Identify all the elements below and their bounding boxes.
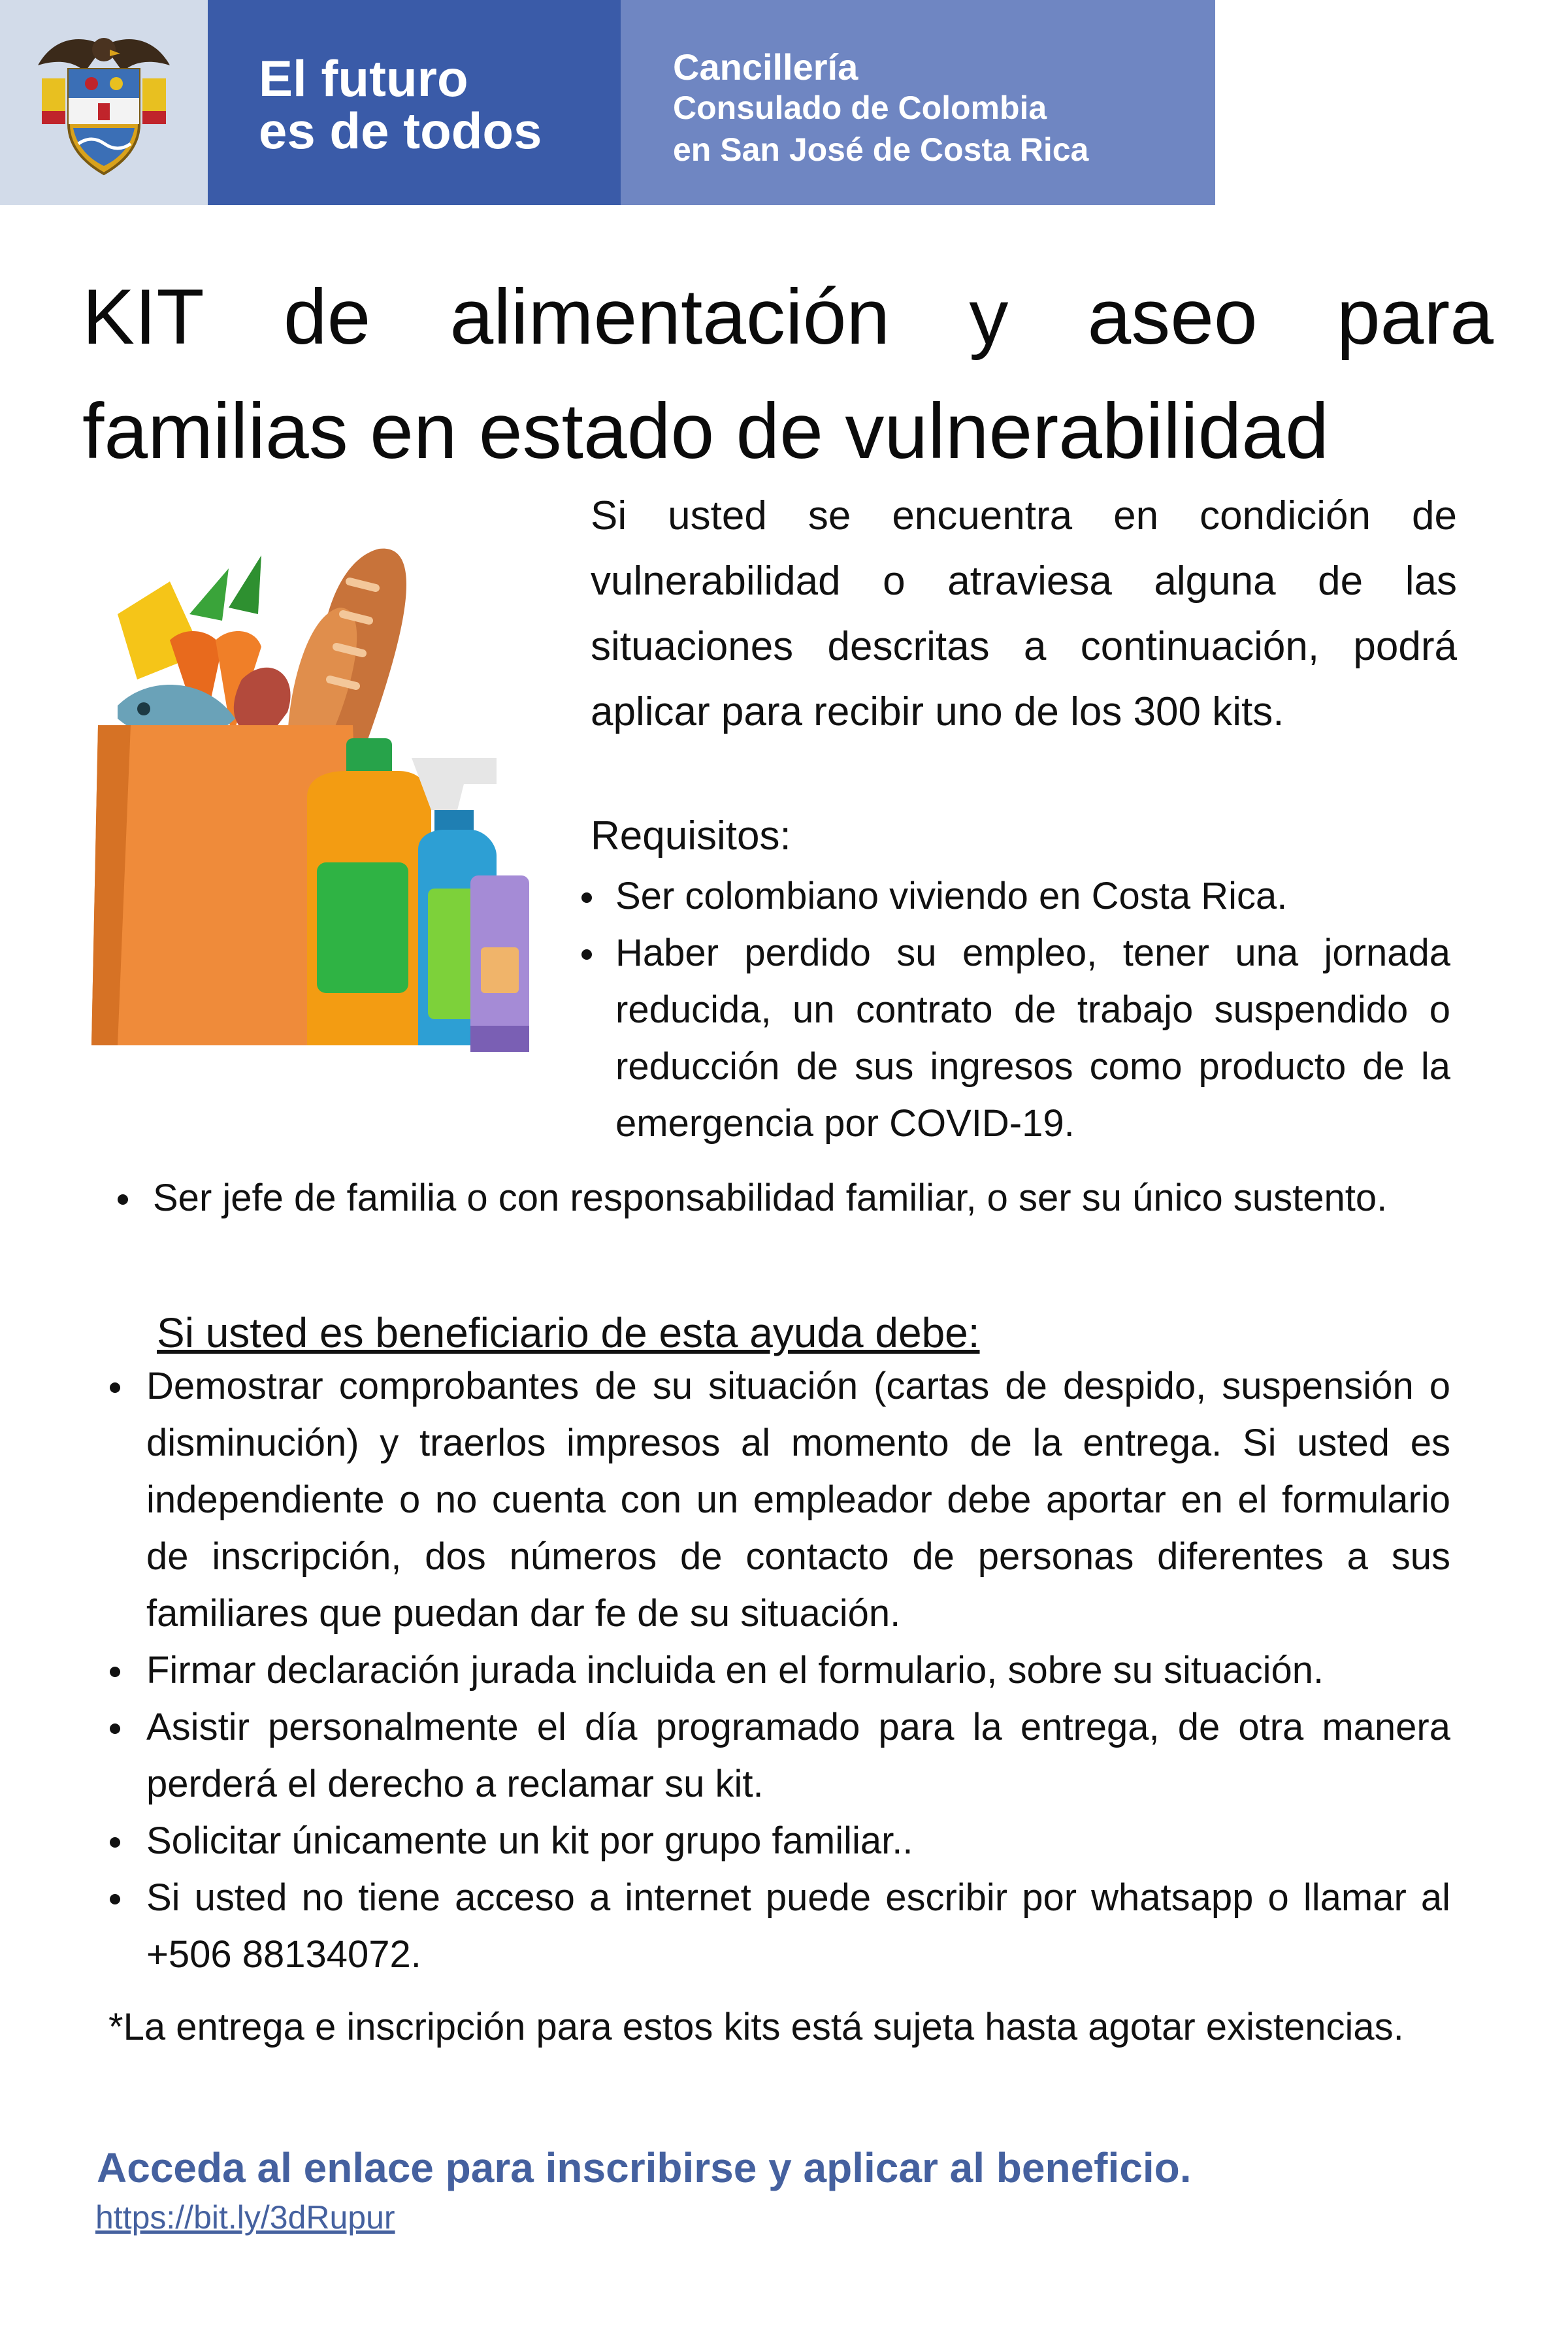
entity-line-2: en San José de Costa Rica bbox=[673, 131, 1089, 168]
slogan-line-2: es de todos bbox=[259, 102, 542, 159]
title-word: KIT bbox=[82, 273, 204, 361]
header-banner bbox=[0, 0, 1215, 205]
entity-line-1: Consulado de Colombia bbox=[673, 90, 1047, 126]
list-item: Si usted no tiene acceso a internet puede escribir por whatsapp o llamar al +506 88134072. bbox=[110, 1869, 1450, 1983]
slogan-line-1: El futuro bbox=[259, 50, 468, 107]
entity-panel bbox=[621, 0, 1215, 205]
cream-tube-icon bbox=[470, 875, 529, 1052]
slogan-panel bbox=[208, 0, 621, 205]
title-word: y bbox=[969, 273, 1009, 361]
list-item: Demostrar comprobantes de su situación (cartas de despido, suspensión o disminución) y traerlos impresos al momento de la entrega. Si usted es independiente o no cuenta con un empleador debe aportar en el formulario de inscripción, dos números de contacto de personas diferentes a sus familiares que puedan dar fe de su situación. bbox=[110, 1358, 1450, 1642]
title-word: de bbox=[283, 273, 371, 361]
slogan-text bbox=[259, 52, 542, 157]
list-item: Firmar declaración jurada incluida en el formulario, sobre su situación. bbox=[110, 1642, 1450, 1699]
page-title bbox=[82, 260, 1494, 489]
requirements-list-continued bbox=[118, 1169, 1450, 1226]
availability-note: *La entrega e inscripción para estos kits está sujeta hasta agotar existencias. bbox=[108, 2006, 1404, 2048]
beneficiary-heading: Si usted es beneficiario de esta ayuda debe: bbox=[157, 1309, 980, 1356]
beneficiary-list bbox=[110, 1358, 1450, 1983]
title-word: alimentación bbox=[449, 273, 890, 361]
call-to-action: Acceda al enlace para inscribirse y aplicar al beneficio. bbox=[97, 2144, 1192, 2191]
entity-title: Cancillería bbox=[673, 46, 858, 88]
requirements-heading-label: Requisitos bbox=[591, 813, 780, 858]
list-item: Ser jefe de familia o con responsabilidad familiar, o ser su único sustento. bbox=[118, 1169, 1450, 1226]
list-item: Haber perdido su empleo, tener una jornada reducida, un contrato de trabajo suspendido o reducción de sus ingresos como producto de la emergencia por COVID-19. bbox=[581, 924, 1450, 1152]
detergent-bottle-icon bbox=[307, 738, 431, 1045]
coat-of-arms-icon bbox=[33, 26, 175, 180]
registration-link[interactable]: https://bit.ly/3dRupur bbox=[95, 2199, 395, 2236]
crest-panel bbox=[0, 0, 208, 205]
title-word: para bbox=[1336, 273, 1494, 361]
list-item: Asistir personalmente el día programado para la entrega, de otra manera perderá el derecho a reclamar su kit. bbox=[110, 1699, 1450, 1812]
intro-paragraph: Si usted se encuentra en condición de vulnerabilidad o atraviesa alguna de las situaciones descritas a continuación, podrá aplicar para recibir uno de los 300 kits. bbox=[591, 493, 1457, 734]
title-word: aseo bbox=[1087, 273, 1258, 361]
grocery-bag-illustration bbox=[91, 523, 536, 1098]
list-item: Ser colombiano viviendo en Costa Rica. bbox=[581, 868, 1450, 924]
title-line-1 bbox=[82, 260, 1494, 374]
list-item: Solicitar únicamente un kit por grupo familiar.. bbox=[110, 1812, 1450, 1869]
title-line-2: familias en estado de vulnerabilidad bbox=[82, 387, 1329, 475]
requirements-list bbox=[581, 868, 1450, 1152]
requirements-heading-colon: : bbox=[779, 813, 791, 858]
requirements-heading bbox=[591, 810, 791, 862]
bread-icon bbox=[287, 549, 406, 745]
